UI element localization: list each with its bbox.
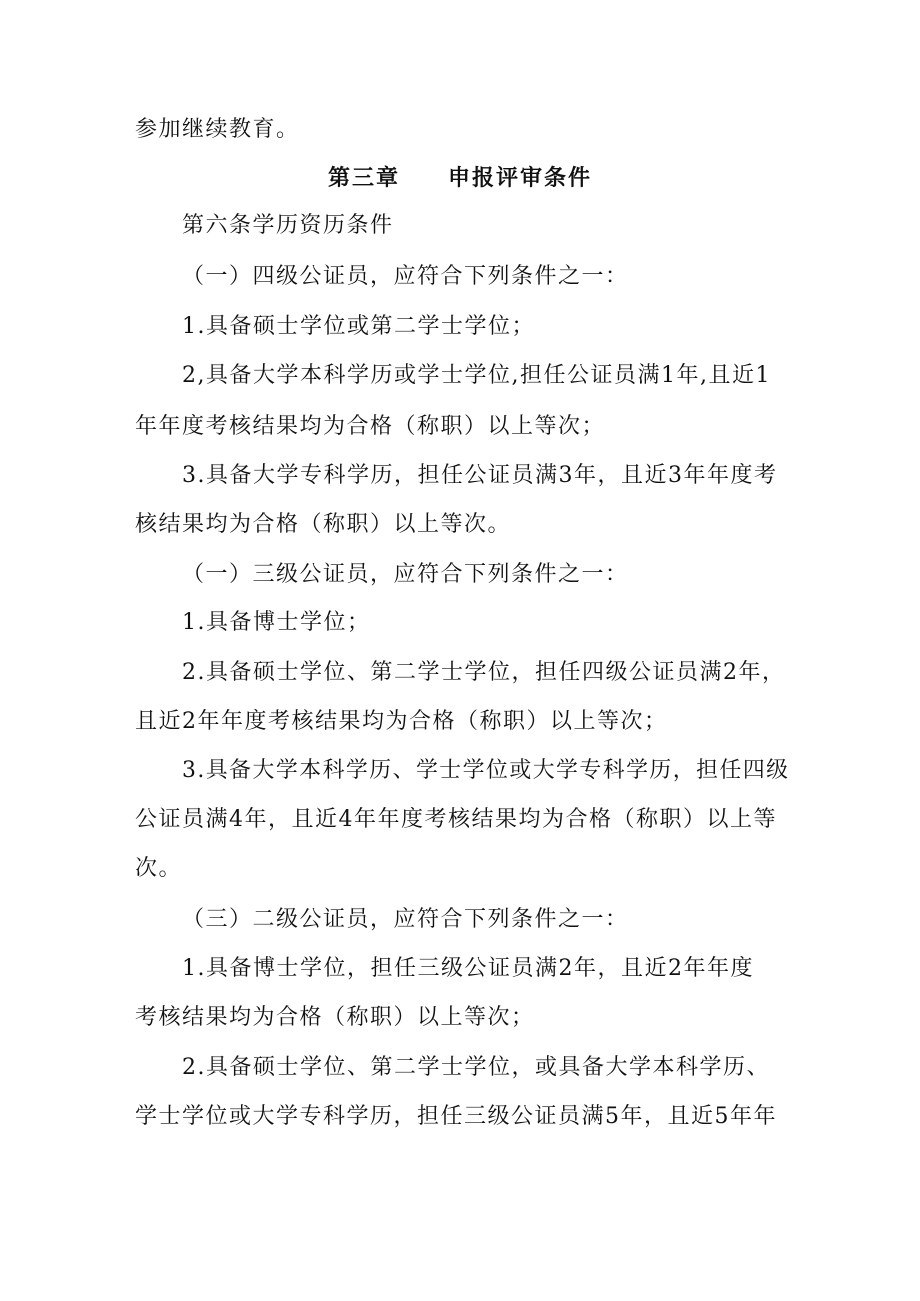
- text-line: 核结果均为合格（称职）以上等次。: [135, 512, 512, 537]
- text-line: 公证员满4年，且近4年年度考核结果均为合格（称职）以上等: [135, 807, 777, 832]
- text-line: 2.具备硕士学位、第二学士学位，或具备大学本科学历、: [182, 1055, 770, 1080]
- text-line: 3.具备大学专科学历，担任公证员满3年，且近3年年度考: [182, 463, 778, 488]
- text-line: 考核结果均为合格（称职）以上等次；: [135, 1005, 535, 1030]
- text-line: 1.具备博士学位，担任三级公证员满2年，且近2年年度: [182, 956, 754, 981]
- text-line: 2,具备大学本科学历或学士学位,担任公证员满1年,且近1: [182, 363, 771, 388]
- text-line: 且近2年年度考核结果均为合格（称职）以上等次；: [135, 709, 668, 734]
- text-line: 学士学位或大学专科学历，担任三级公证员满5年，且近5年年: [135, 1104, 777, 1129]
- section-heading: （一）三级公证员，应符合下列条件之一：: [182, 562, 629, 587]
- text-line: 年年度考核结果均为合格（称职）以上等次；: [135, 414, 606, 439]
- chapter-title: 第三章 申报评审条件: [327, 165, 592, 191]
- article-heading: 第六条学历资历条件: [182, 213, 394, 238]
- text-line: 3.具备大学本科学历、学士学位或大学专科学历，担任四级: [182, 758, 790, 783]
- text-line: 参加继续教育。: [135, 117, 300, 142]
- text-line: 1.具备硕士学位或第二学士学位；: [182, 314, 535, 339]
- section-heading: （一）四级公证员，应符合下列条件之一：: [182, 264, 629, 289]
- text-line: 1.具备博士学位；: [182, 610, 371, 635]
- section-heading: （三）二级公证员，应符合下列条件之一：: [182, 907, 629, 932]
- text-line: 次。: [135, 856, 183, 881]
- text-line: 2.具备硕士学位、第二学士学位，担任四级公证员满2年，: [182, 660, 786, 685]
